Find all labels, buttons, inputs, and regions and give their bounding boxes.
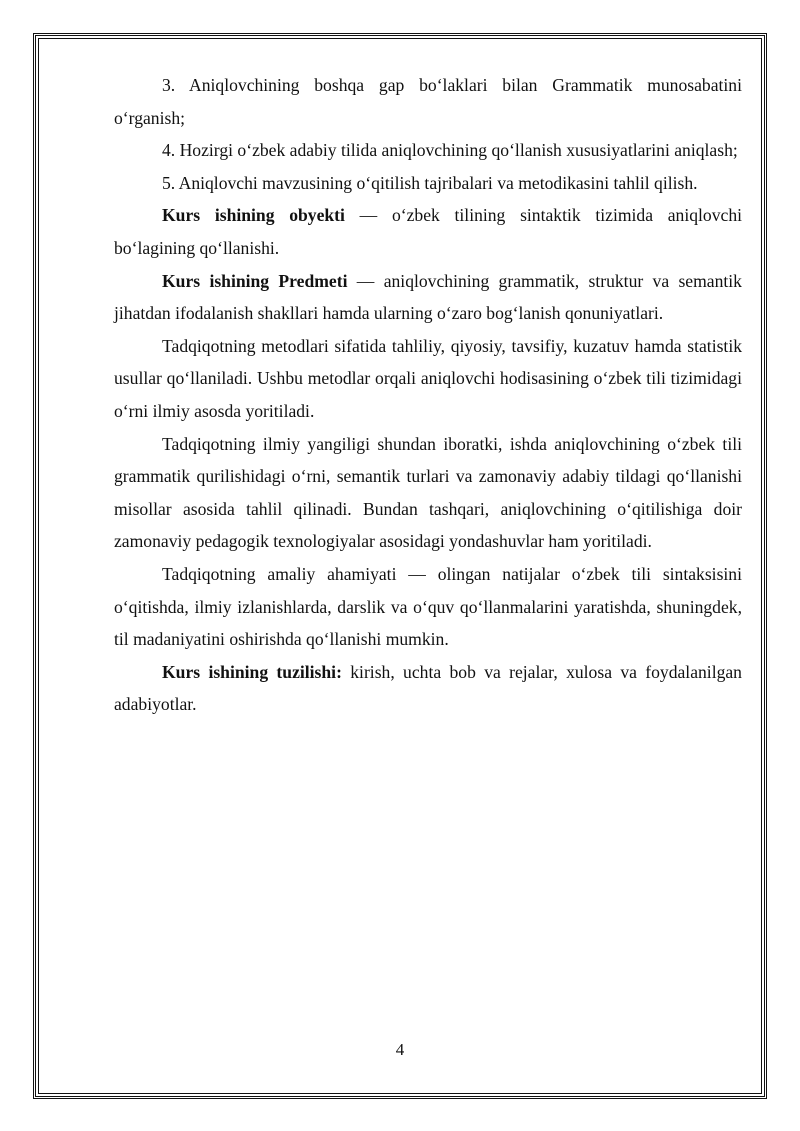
paragraph-methods: Tadqiqotning metodlari sifatida tahliliy, qiyosiy, tavsifiy, kuzatuv hamda statistik usullar qo‘llaniladi. Ushbu metodlar orqali aniqlovchi hodisasining o‘zbek tili tizimidagi o‘rni ilmiy asosda yoritiladi.: [114, 335, 742, 421]
paragraph-research-object: Kurs ishining obyekti — o‘zbek tilining sintaktik tizimida aniqlovchi bo‘lagining qo‘llanishi.: [114, 205, 743, 258]
paragraph-practical-significance: Tadqiqotning amaliy ahamiyati — olingan natijalar o‘zbek tili sintaksisini o‘qitishda, ilmiy izlanishlarda, darslik va o‘quv qo‘llanmalarini yaratishda, shuningdek, til madaniyatini oshirishda qo‘llanishi mumkin.: [114, 563, 742, 650]
research-object-heading: Kurs ishining obyekti: [162, 205, 345, 226]
paragraph-research-subject: Kurs ishining Predmeti — aniqlovchining grammatik, struktur va semantik jihatdan ifodalanish shakllari hamda ularning o‘zaro bog‘lanish qonuniyatlari.: [114, 270, 742, 324]
document-body: [114, 69, 742, 721]
paragraph-objective-4: 4. Hozirgi o‘zbek adabiy tilida aniqlovchining qo‘llanish xususiyatlarini aniqlash;: [162, 140, 738, 161]
paragraph-objective-3: 3. Aniqlovchining boshqa gap bo‘laklari bilan Grammatik munosabatini o‘rganish;: [114, 75, 742, 128]
page-number: 4: [395, 1040, 405, 1059]
paragraph-structure: Kurs ishining tuzilishi: kirish, uchta bob va rejalar, xulosa va foydalanilgan adabiyotlar.: [114, 661, 742, 715]
paragraph-objective-5: 5. Aniqlovchi mavzusining o‘qitilish tajribalari va metodikasini tahlil qilish.: [162, 172, 698, 193]
research-subject-heading: Kurs ishining Predmeti: [162, 270, 348, 291]
paragraph-novelty: Tadqiqotning ilmiy yangiligi shundan iboratki, ishda aniqlovchining o‘zbek tili grammatik qurilishidagi o‘rni, semantik turlari va zamonaviy adabiy tildagi qo‘llanishi misollar asosida tahlil qilinadi. Bundan tashqari, aniqlovchining o‘qitilishiga doir zamonaviy pedagogik texnologiyalar asosidagi yondashuvlar ham yoritiladi.: [114, 433, 742, 552]
structure-heading: Kurs ishining tuzilishi:: [162, 661, 342, 682]
